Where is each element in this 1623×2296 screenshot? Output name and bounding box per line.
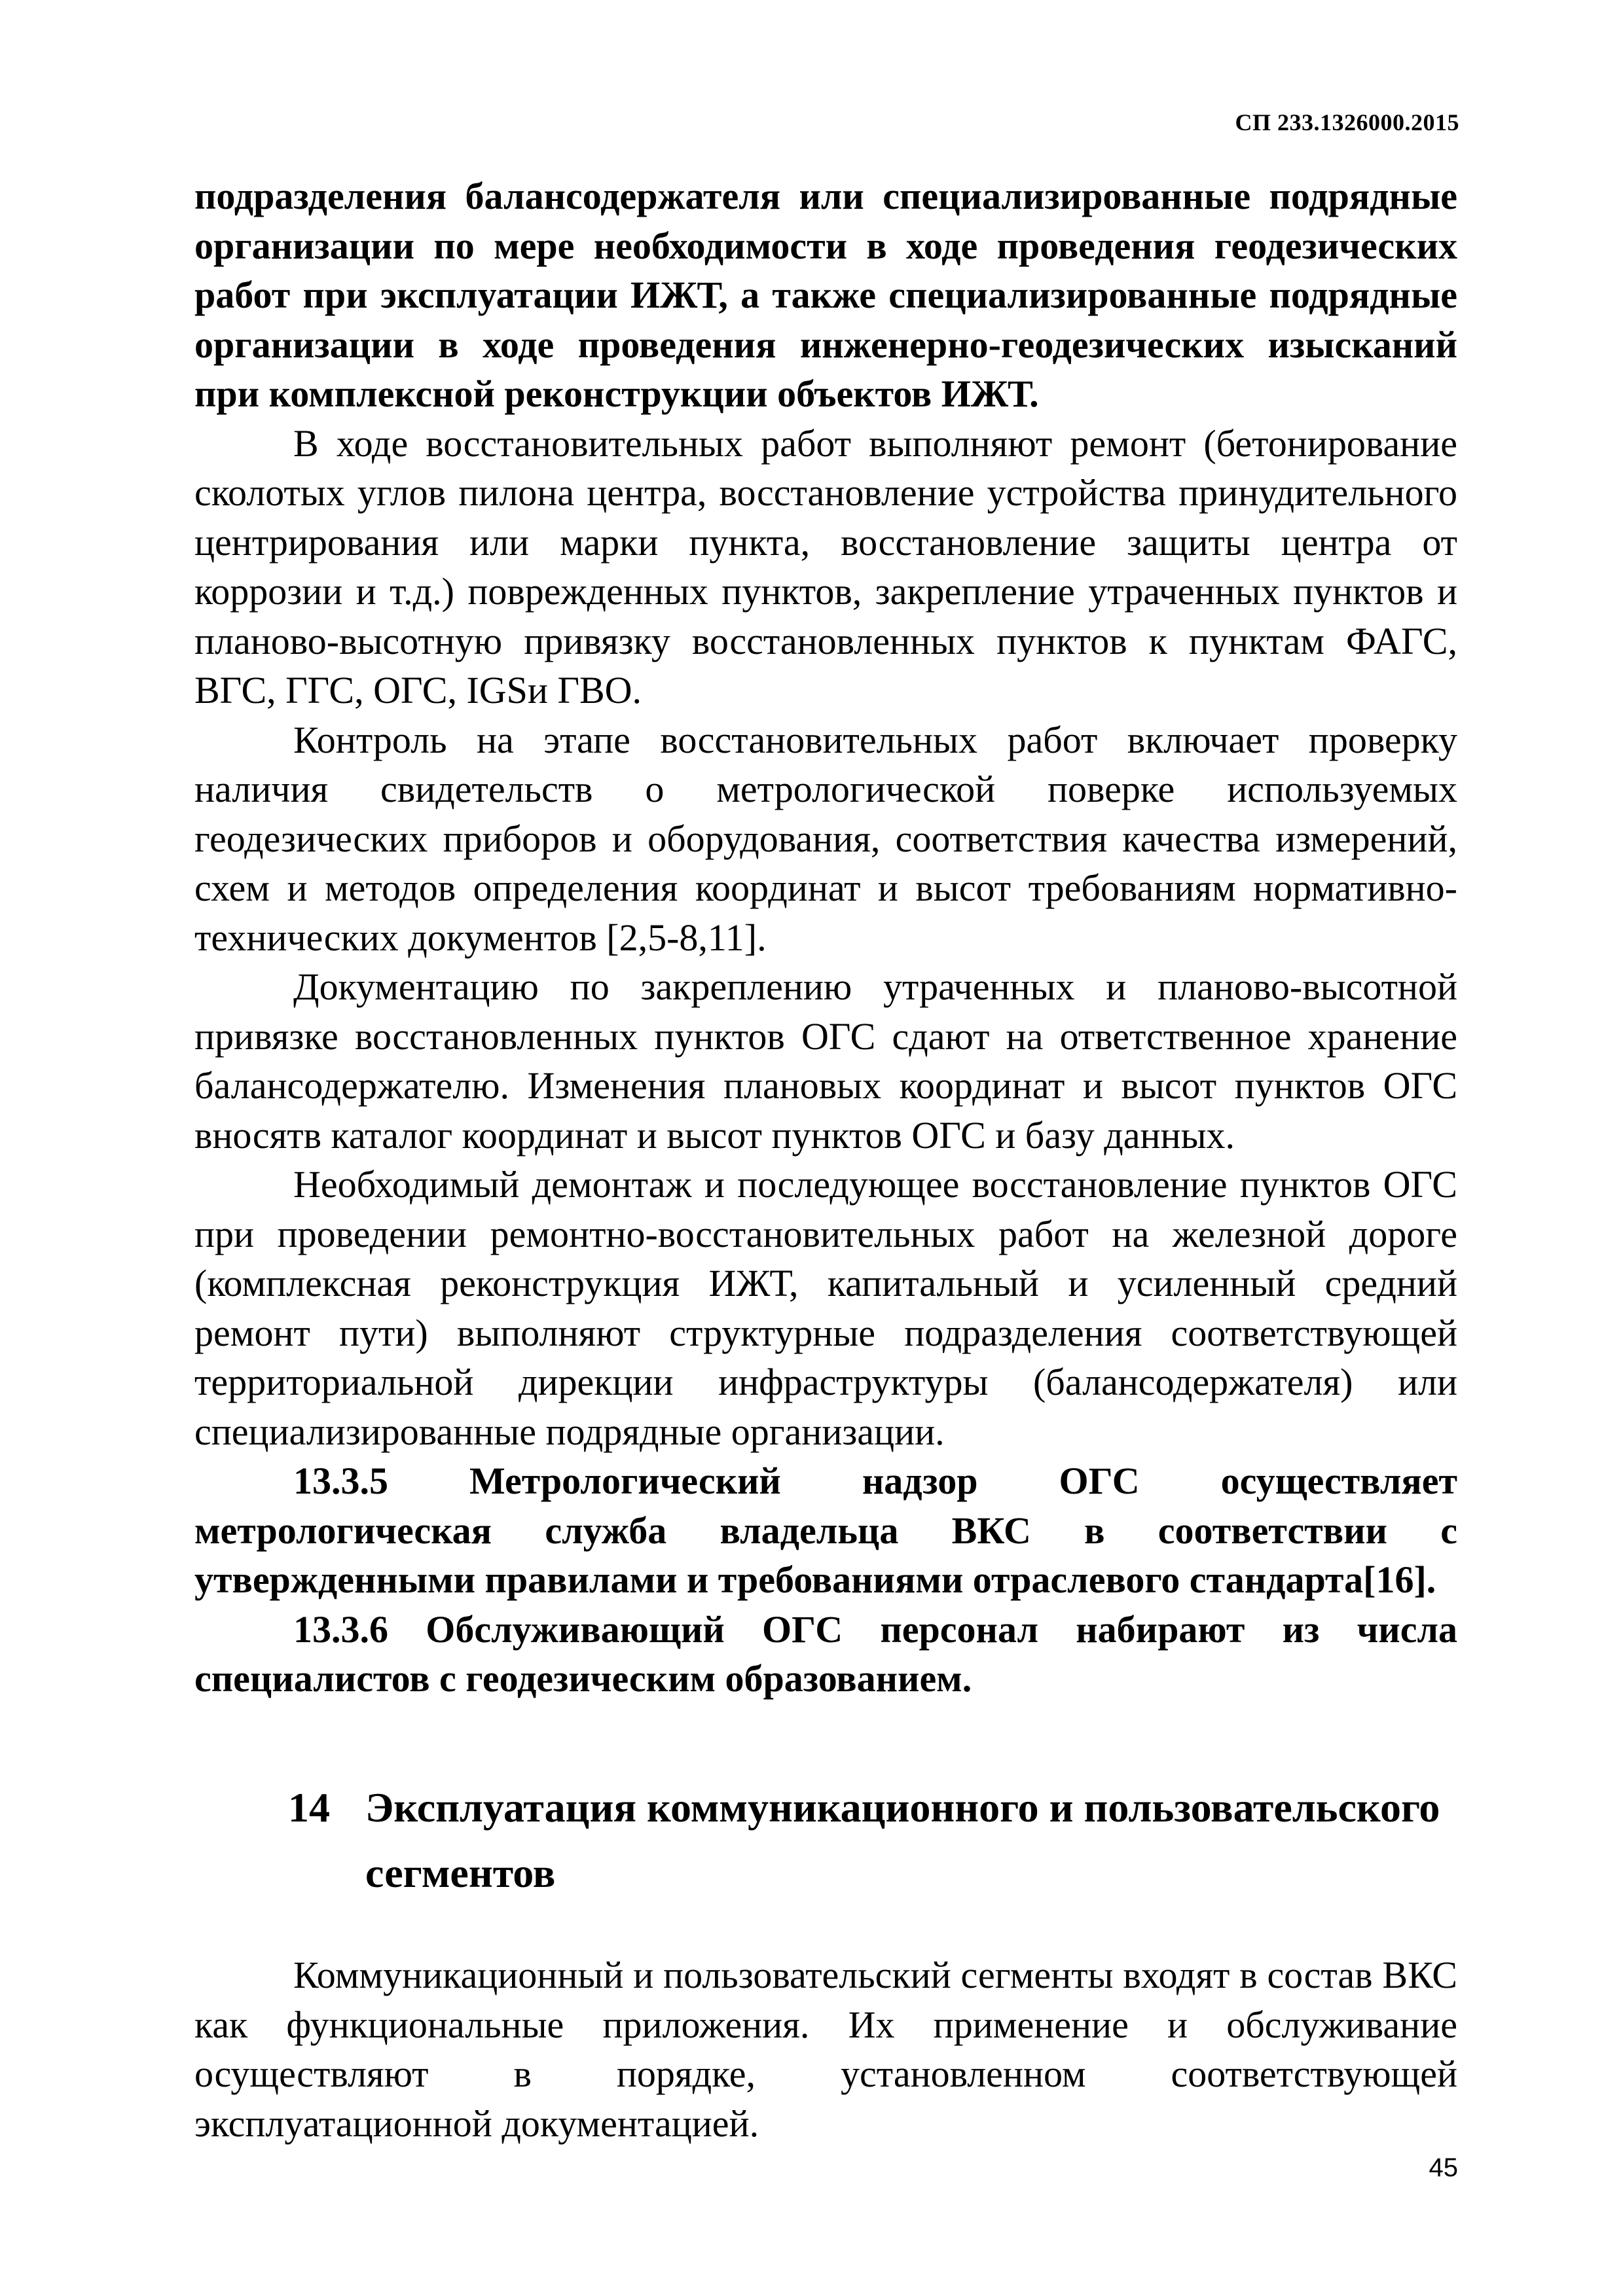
paragraph-dismantling: Необходимый демонтаж и последующее восстановление пунктов ОГС при проведении ремонтно-восстановительных работ на железной дороге (комплексная реконструкция ИЖТ, капитальный и усиленный средний ремонт пути) выполняют структурные подразделения соответствующей территориальной дирекции инфраструктуры (балансодержателя) или специализированные подрядные организации. bbox=[194, 1163, 1457, 1453]
clause-13-3-6: 13.3.6 Обслуживающий ОГС персонал набирают из числа специалистов с геодезическим образованием. bbox=[194, 1607, 1457, 1700]
paragraph-segments: Коммуникационный и пользовательский сегменты входят в состав ВКС как функциональные приложения. Их применение и обслуживание осуществляют в порядке, установленном соответствующей эксплуатационной документацией. bbox=[194, 1954, 1457, 2145]
clause-13-3-5: 13.3.5 Метрологический надзор ОГС осуществляет метрологическая служба владельца ВКС в соответствии с утвержденными правилами и требованиями отраслевого стандарта[16]. bbox=[194, 1460, 1457, 1601]
body-text bbox=[194, 171, 1457, 1704]
paragraph-continuation: подразделения балансодержателя или специализированные подрядные организации по мере необходимости в ходе проведения геодезических работ при эксплуатации ИЖТ, а также специализированные подрядные организации в ходе проведения инженерно-геодезических изысканий при комплексной реконструкции объектов ИЖТ. bbox=[194, 175, 1457, 415]
section-number: 14 bbox=[288, 1784, 330, 1831]
document-code: СП 233.1326000.2015 bbox=[1235, 109, 1459, 135]
section-title: Эксплуатация коммуникационного и пользовательского сегментов bbox=[365, 1784, 1440, 1896]
page-number: 45 bbox=[1429, 2153, 1458, 2182]
paragraph-restoration-works: В ходе восстановительных работ выполняют ремонт (бетонирование сколотых углов пилона центра, восстановление устройства принудительного центрирования или марки пункта, восстановление защиты центра от коррозии и т.д.) поврежденных пунктов, закрепление утраченных пунктов и планово-высотную привязку восстановленных пунктов к пунктам ФАГС, ВГС, ГГС, ОГС, IGSи ГВО. bbox=[194, 422, 1457, 711]
paragraph-documentation: Документацию по закреплению утраченных и планово-высотной привязке восстановленных пунктов ОГС сдают на ответственное хранение балансодержателю. Изменения плановых координат и высот пунктов ОГС вносятв каталог координат и высот пунктов ОГС и базу данных. bbox=[194, 965, 1457, 1157]
section-heading bbox=[288, 1775, 1453, 1906]
paragraph-control: Контроль на этапе восстановительных работ включает проверку наличия свидетельств о метрологической поверке используемых геодезических приборов и оборудования, соответствия качества измерений, схем и методов определения координат и высот требованиям нормативно-технических документов [2,5-8,11]. bbox=[194, 718, 1457, 959]
section-body bbox=[194, 1950, 1457, 2148]
